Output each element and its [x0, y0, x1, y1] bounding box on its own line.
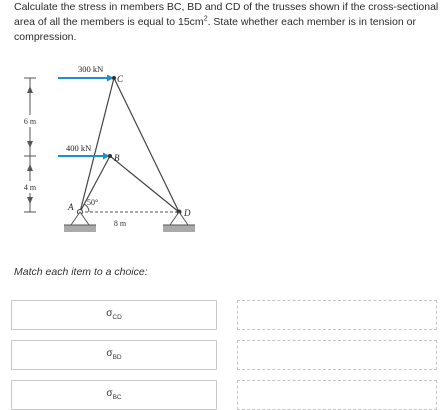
item-label-bc: $\sigma_{BC}$ [106, 388, 122, 401]
label-A: A [68, 202, 74, 212]
choice-dropzone-cd[interactable] [237, 300, 437, 330]
choice-dropzone-bd[interactable] [237, 340, 437, 370]
dim-8m-label: 8 m [113, 219, 127, 228]
item-label-cd: $\sigma_{CD}$ [106, 308, 122, 321]
member-BD [110, 156, 179, 212]
match-item-bd[interactable] [11, 340, 217, 370]
choice-dropzone-bc[interactable] [237, 380, 437, 410]
match-item-bc[interactable] [11, 380, 217, 410]
angle-label: 50° [87, 198, 99, 207]
match-item-cd[interactable] [11, 300, 217, 330]
joint-B [108, 154, 112, 158]
match-prompt: Match each item to a choice: [14, 266, 148, 278]
label-D: D [184, 208, 191, 218]
pin-support-A [64, 212, 96, 232]
question-text: Calculate the stress in members BC, BD and CD of the trusses shown if the cross-sectional area of all the members is equal to $15cm^2$. State whether each member is in tension or compression. [14, 1, 439, 43]
dim-4m-label: 4 m [23, 183, 37, 192]
item-label-bd: $\sigma_{BD}$ [106, 348, 122, 361]
truss-figure [14, 60, 214, 250]
member-CD [114, 78, 179, 212]
dim-6m-label: 6 m [23, 117, 37, 126]
load-400-label: 400 kN [66, 143, 92, 153]
joint-C [112, 76, 116, 80]
load-300-label: 300 kN [78, 64, 104, 74]
label-B: B [114, 153, 120, 163]
label-C: C [117, 74, 124, 84]
